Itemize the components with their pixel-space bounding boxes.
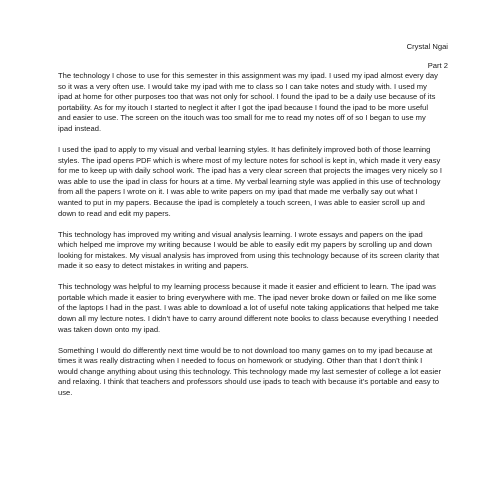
paragraph-4: This technology was helpful to my learning process because it made it easier and efficient to learn. The ipad was portable which made it easier to bring everywhere with me. The ipad never broke down or failed on me like some of the laptops I had in the past. I was able to download a lot of useful note taking applications that helped me take down all my lecture notes. I didn’t have to carry around different note books to class because everything I needed was taken down onto my ipad.	[58, 282, 439, 334]
paragraph-5: Something I would do differently next time would be to not download too many games on to my ipad because at times it was really distracting when I needed to focus on homework or studying. Other than that I don’t think I would change anything about using this technology. This technology made my last semester of college a lot easier and relaxing. I think that teachers and professors should use ipads to teach with because it’s portable and easy to use.	[58, 345, 442, 397]
paragraph-3: This technology has improved my writing and visual analysis learning. I wrote essays and papers on the ipad which helped me improve my writing because I would be able to easily edit my papers by scrolling up and down looking for mistakes. My visual analysis has improved from using this technology because of its screen clarity that made it so easy to detect mistakes in writing and papers.	[58, 229, 440, 271]
page-header	[407, 42, 448, 71]
part-label: Part 2	[427, 61, 448, 70]
paragraph-2: I used the ipad to apply to my visual and verbal learning styles. It has definitely improved both of those learning styles. The ipad opens PDF which is where most of my lecture notes for school is kept in, which made it very easy for me to keep up with daily school work. The ipad has a very clear screen that projects the images very nicely so I was able to use the ipad in class for hours at a time. My verbal learning style was applied in this use of technology from all the papers I wrote on it. I was able to write papers on my ipad that made me verbally say out what I wanted to put in my papers. Because the ipad is completely a touch screen, I was able to easier scroll up and down to read and edit my papers.	[58, 144, 442, 218]
paragraph-1: The technology I chose to use for this semester in this assignment was my ipad. I used my ipad almost every day so it was a very often use. I would take my ipad with me to class so I can take notes and study with. I used my ipad at home for other purposes too that was not only for school. I found the ipad to be a daily use because of its portability. As for my itouch I started to neglect it after I got the ipad because I found the ipad to be more useful and easier to use. The screen on the itouch was too small for me to read my notes off of so I began to use my ipad instead.	[58, 71, 438, 133]
document-body	[58, 71, 442, 409]
author-name: Crystal Ngai	[406, 42, 448, 51]
